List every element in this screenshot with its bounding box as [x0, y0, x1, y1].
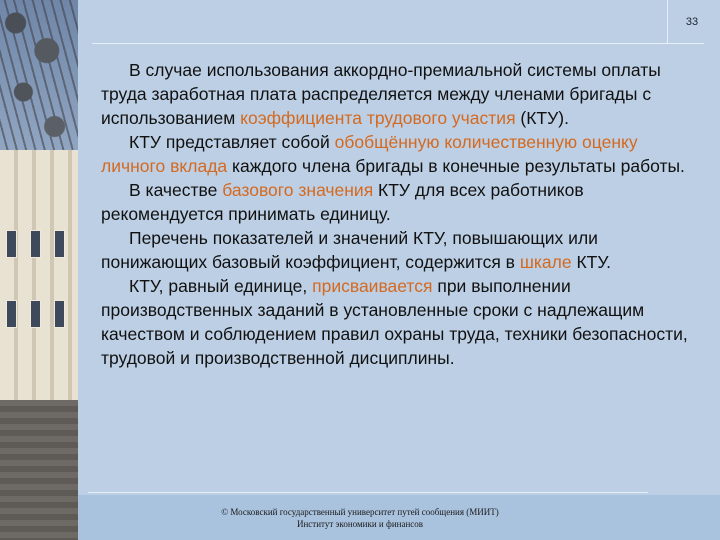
paragraph-text: каждого члена бригады в конечные результаты работы.: [227, 156, 685, 176]
building-facade: [0, 150, 78, 400]
bottom-divider: [88, 492, 648, 493]
page-number-divider: [667, 0, 668, 43]
paragraph: [101, 274, 701, 370]
paragraph: [101, 178, 701, 226]
paragraph: [101, 226, 701, 274]
building-window: [54, 300, 65, 328]
highlighted-term: коэффициента трудового участия: [240, 108, 516, 128]
paragraph-text: КТУ, равный единице,: [129, 276, 313, 296]
building-window: [30, 230, 41, 258]
building-window: [30, 300, 41, 328]
highlighted-term: присваивается: [312, 276, 433, 296]
paragraph: [101, 58, 701, 130]
paragraph-text: КТУ представляет собой: [129, 132, 335, 152]
footer-copyright: © Московский государственный университет путей сообщения (МИИТ): [221, 507, 499, 517]
footer-institute: Институт экономики и финансов: [296, 519, 424, 529]
street-ground: [0, 400, 78, 540]
slide-body-text: [101, 58, 701, 370]
highlighted-term: шкале: [519, 252, 572, 272]
highlighted-term: базового значения: [222, 180, 374, 200]
footer: [150, 506, 570, 530]
paragraph-text: (КТУ).: [515, 108, 569, 128]
paragraph-text: КТУ.: [571, 252, 612, 272]
paragraph-text: Перечень показателей и значений КТУ, повышающих или понижающих базовый коэффициент, содержится в: [101, 228, 598, 272]
paragraph-text: КТУ для всех работников рекомендуется принимать единицу.: [101, 180, 584, 224]
paragraph-text: при выполнении производственных заданий в установленные сроки с надлежащим качеством и соблюдением правил охраны труда, техники безопасности, трудовой и производственной дисциплины.: [101, 276, 688, 368]
building-window: [6, 230, 17, 258]
paragraph-text: В случае использования аккордно-премиальной системы оплаты труда заработная плата распределяется между членами бригады с использованием: [101, 60, 661, 128]
highlighted-term: обобщённую количественную оценку личного вклада: [101, 132, 638, 176]
building-window: [6, 300, 17, 328]
building-photo: [0, 0, 78, 540]
paragraph: [101, 130, 701, 178]
top-divider: [92, 43, 704, 44]
building-window: [54, 230, 65, 258]
page-number: 33: [685, 16, 699, 28]
paragraph-text: В качестве: [129, 180, 223, 200]
